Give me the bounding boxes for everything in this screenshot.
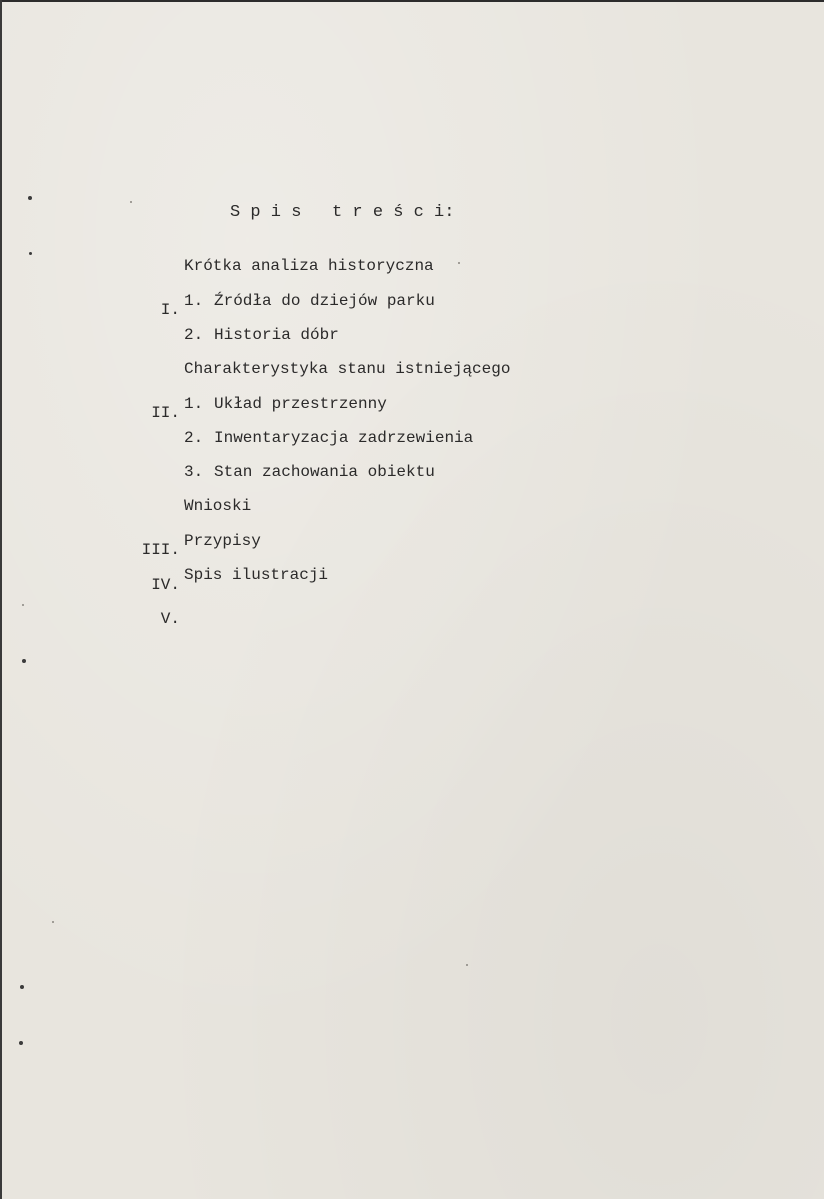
section-label: Spis ilustracji	[184, 566, 329, 584]
toc-subsection-2-2	[0, 427, 824, 449]
subsection-number: 3.	[184, 463, 204, 481]
binder-hole-mark	[28, 196, 32, 200]
section-numeral: IV.	[151, 576, 180, 594]
toc-section-5	[0, 564, 824, 628]
section-label: Krótka analiza historyczna	[184, 257, 434, 275]
subsection-label: Inwentaryzacja zadrzewienia	[214, 429, 474, 447]
subsection-label: Źródła do dziejów parku	[214, 292, 435, 310]
binder-hole-mark	[19, 1041, 23, 1045]
section-numeral: V.	[160, 610, 180, 628]
subsection-number: 2.	[184, 326, 204, 344]
paper-speck	[458, 262, 460, 264]
subsection-number: 2.	[184, 429, 204, 447]
subsection-label: Historia dóbr	[214, 326, 339, 344]
binder-hole-mark	[20, 985, 24, 989]
page-top-edge	[0, 0, 824, 2]
section-label: Przypisy	[184, 532, 261, 550]
paper-speck	[130, 201, 132, 203]
toc-title: S p i s t r e ś c i:	[230, 203, 455, 222]
subsection-number: 1.	[184, 395, 204, 413]
toc-subsection-2-3	[0, 461, 824, 483]
paper-speck	[52, 921, 54, 923]
binder-hole-mark	[22, 659, 26, 663]
section-numeral: II.	[151, 404, 180, 422]
toc-subsection-1-2	[0, 324, 824, 346]
subsection-label: Stan zachowania obiektu	[214, 463, 435, 481]
subsection-number: 1.	[184, 292, 204, 310]
subsection-label: Układ przestrzenny	[214, 395, 387, 413]
section-numeral: I.	[160, 301, 180, 319]
section-numeral: III.	[141, 541, 180, 559]
section-label: Wnioski	[184, 497, 252, 515]
paper-speck	[466, 964, 468, 966]
toc-subsection-1-1	[0, 290, 824, 312]
section-label: Charakterystyka stanu istniejącego	[184, 360, 511, 378]
binder-hole-mark	[29, 252, 32, 255]
paper-speck	[22, 604, 24, 606]
toc-subsection-2-1	[0, 393, 824, 415]
